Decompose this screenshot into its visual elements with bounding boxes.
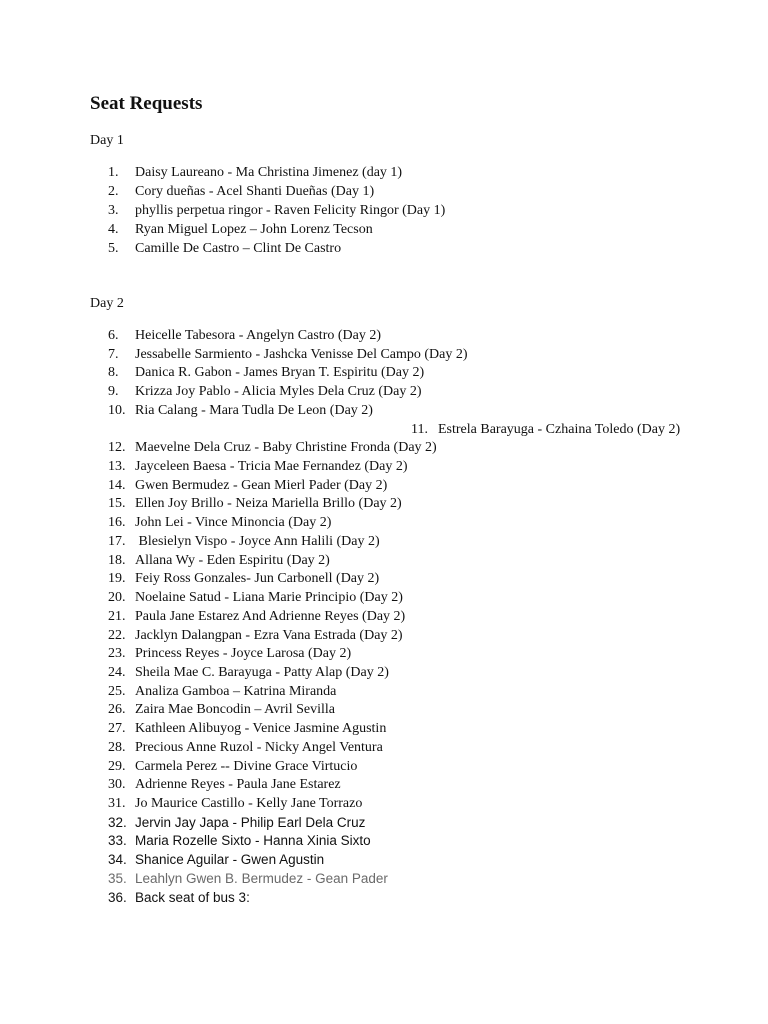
list-item-number: 8. [108, 365, 119, 381]
request-list-item [108, 476, 387, 495]
request-list-item [108, 888, 250, 907]
request-list-item [108, 794, 362, 813]
list-item-number: 34. [108, 852, 127, 868]
list-item-text: Ellen Joy Brillo - Neiza Mariella Brillo (Day 2) [135, 496, 402, 512]
list-item-text: Krizza Joy Pablo - Alicia Myles Dela Cruz (Day 2) [135, 384, 422, 400]
list-item-text: Jacklyn Dalangpan - Ezra Vana Estrada (Day 2) [135, 627, 403, 643]
request-list-item [108, 869, 388, 888]
list-item-number: 15. [108, 496, 126, 512]
request-list-item [108, 551, 330, 570]
list-item-number: 26. [108, 702, 126, 718]
request-list-item [108, 626, 403, 645]
list-item-number: 10. [108, 402, 126, 418]
request-list-item [108, 363, 424, 382]
list-item-text: Leahlyn Gwen B. Bermudez - Gean Pader [135, 870, 388, 886]
request-list-item [108, 182, 374, 201]
list-item-text: Danica R. Gabon - James Bryan T. Espiritu (Day 2) [135, 365, 425, 381]
list-item-number: 9. [108, 384, 119, 400]
request-list-item [108, 326, 381, 345]
request-list-item [108, 644, 351, 663]
list-item-text: Ria Calang - Mara Tudla De Leon (Day 2) [135, 402, 373, 418]
list-item-text: Back seat of bus 3: [135, 889, 250, 905]
request-list-item [108, 850, 324, 869]
list-item-text: Shanice Aguilar - Gwen Agustin [135, 852, 325, 868]
list-item-number: 29. [108, 758, 126, 774]
list-item-number: 36. [108, 889, 127, 905]
request-list-item [108, 220, 373, 239]
list-item-number: 30. [108, 777, 126, 793]
list-item-text: Blesielyn Vispo - Joyce Ann Halili (Day 2) [135, 533, 380, 549]
request-list-item [108, 700, 335, 719]
request-list-item [108, 201, 445, 220]
request-list-item [108, 345, 468, 364]
request-list-item [108, 401, 373, 420]
list-item-text: Kathleen Alibuyog - Venice Jasmine Agustin [135, 721, 387, 737]
request-list-item [108, 588, 403, 607]
list-item-text: Zaira Mae Boncodin – Avril Sevilla [135, 702, 335, 718]
list-item-text: Adrienne Reyes - Paula Jane Estarez [135, 777, 341, 793]
list-item-text: Jo Maurice Castillo - Kelly Jane Torrazo [135, 796, 363, 811]
list-item-text: Carmela Perez -- Divine Grace Virtucio [135, 758, 358, 774]
list-item-number: 2. [108, 183, 119, 199]
list-item-number: 13. [108, 459, 126, 475]
list-item-text: Analiza Gamboa – Katrina Miranda [135, 683, 337, 699]
request-list-item [108, 382, 422, 401]
request-list-item [411, 420, 680, 439]
list-item-text: Jervin Jay Japa - Philip Earl Dela Cruz [135, 814, 366, 830]
request-list-item [108, 813, 365, 832]
list-item-text: Maria Rozelle Sixto - Hanna Xinia Sixto [135, 833, 371, 849]
list-item-number: 20. [108, 590, 126, 606]
list-item-number: 24. [108, 664, 126, 680]
list-item-text: Princess Reyes - Joyce Larosa (Day 2) [135, 646, 352, 662]
list-item-number: 23. [108, 646, 126, 662]
list-item-text: Jayceleen Baesa - Tricia Mae Fernandez (Day 2) [135, 459, 408, 475]
list-item-number: 14. [108, 477, 126, 493]
list-item-text: Estrela Barayuga - Czhaina Toledo (Day 2) [438, 421, 681, 437]
request-list-item [108, 532, 380, 551]
list-item-number: 27. [108, 721, 126, 737]
list-item-text: Sheila Mae C. Barayuga - Patty Alap (Day 2) [135, 664, 389, 680]
request-list-item [108, 682, 336, 701]
list-item-number: 33. [108, 833, 127, 849]
list-item-text: Ryan Miguel Lopez – John Lorenz Tecson [135, 221, 373, 237]
request-list-item [108, 494, 402, 513]
request-list-item [108, 607, 405, 626]
list-item-text: Daisy Laureano - Ma Christina Jimenez (day 1) [135, 165, 403, 180]
list-item-text: Cory dueñas - Acel Shanti Dueñas (Day 1) [135, 183, 375, 199]
list-item-number: 31. [108, 796, 126, 811]
list-item-text: Jessabelle Sarmiento - Jashcka Venisse Del Campo (Day 2) [135, 346, 468, 362]
list-item-text: Maevelne Dela Cruz - Baby Christine Fronda (Day 2) [135, 440, 437, 456]
list-item-number: 12. [108, 440, 126, 456]
list-item-text: Feiy Ross Gonzales- Jun Carbonell (Day 2) [135, 571, 380, 587]
list-item-number: 4. [108, 221, 119, 237]
list-item-number: 25. [108, 683, 126, 699]
list-item-text: John Lei - Vince Minoncia (Day 2) [135, 515, 332, 531]
list-item-text: Precious Anne Ruzol - Nicky Angel Ventura [135, 739, 383, 755]
request-list-item [108, 569, 379, 588]
list-item-number: 11. [411, 421, 428, 437]
list-item-text: Noelaine Satud - Liana Marie Principio (Day 2) [135, 590, 403, 606]
document-title: Seat Requests [90, 93, 203, 114]
request-list-item [108, 775, 341, 794]
list-item-number: 7. [108, 346, 119, 362]
request-list-item [108, 239, 341, 258]
day-2-heading: Day 2 [90, 296, 124, 311]
list-item-number: 32. [108, 814, 127, 830]
list-item-number: 19. [108, 571, 126, 587]
list-item-text: Paula Jane Estarez And Adrienne Reyes (Day 2) [135, 608, 406, 624]
list-item-text: Allana Wy - Eden Espiritu (Day 2) [135, 552, 330, 568]
request-list-item [108, 831, 371, 850]
list-item-number: 17. [108, 533, 126, 549]
request-list-item [108, 719, 386, 738]
list-item-number: 35. [108, 870, 127, 886]
request-list-item [108, 438, 437, 457]
list-item-text: phyllis perpetua ringor - Raven Felicity Ringor (Day 1) [135, 202, 446, 218]
request-list-item [108, 457, 408, 476]
request-list-item [108, 163, 402, 182]
list-item-number: 18. [108, 552, 126, 568]
list-item-number: 21. [108, 608, 126, 624]
request-list-item [108, 757, 357, 776]
list-item-number: 6. [108, 328, 119, 343]
list-item-number: 28. [108, 739, 126, 755]
list-item-number: 3. [108, 202, 119, 218]
list-item-text: Camille De Castro – Clint De Castro [135, 240, 342, 256]
day-1-heading: Day 1 [90, 133, 124, 148]
list-item-number: 16. [108, 515, 126, 531]
list-item-number: 22. [108, 627, 126, 643]
list-item-text: Gwen Bermudez - Gean Mierl Pader (Day 2) [135, 477, 388, 493]
request-list-item [108, 738, 383, 757]
list-item-number: 1. [108, 165, 119, 180]
list-item-number: 5. [108, 240, 119, 256]
request-list-item [108, 513, 331, 532]
request-list-item [108, 663, 389, 682]
list-item-text: Heicelle Tabesora - Angelyn Castro (Day 2) [135, 328, 382, 343]
